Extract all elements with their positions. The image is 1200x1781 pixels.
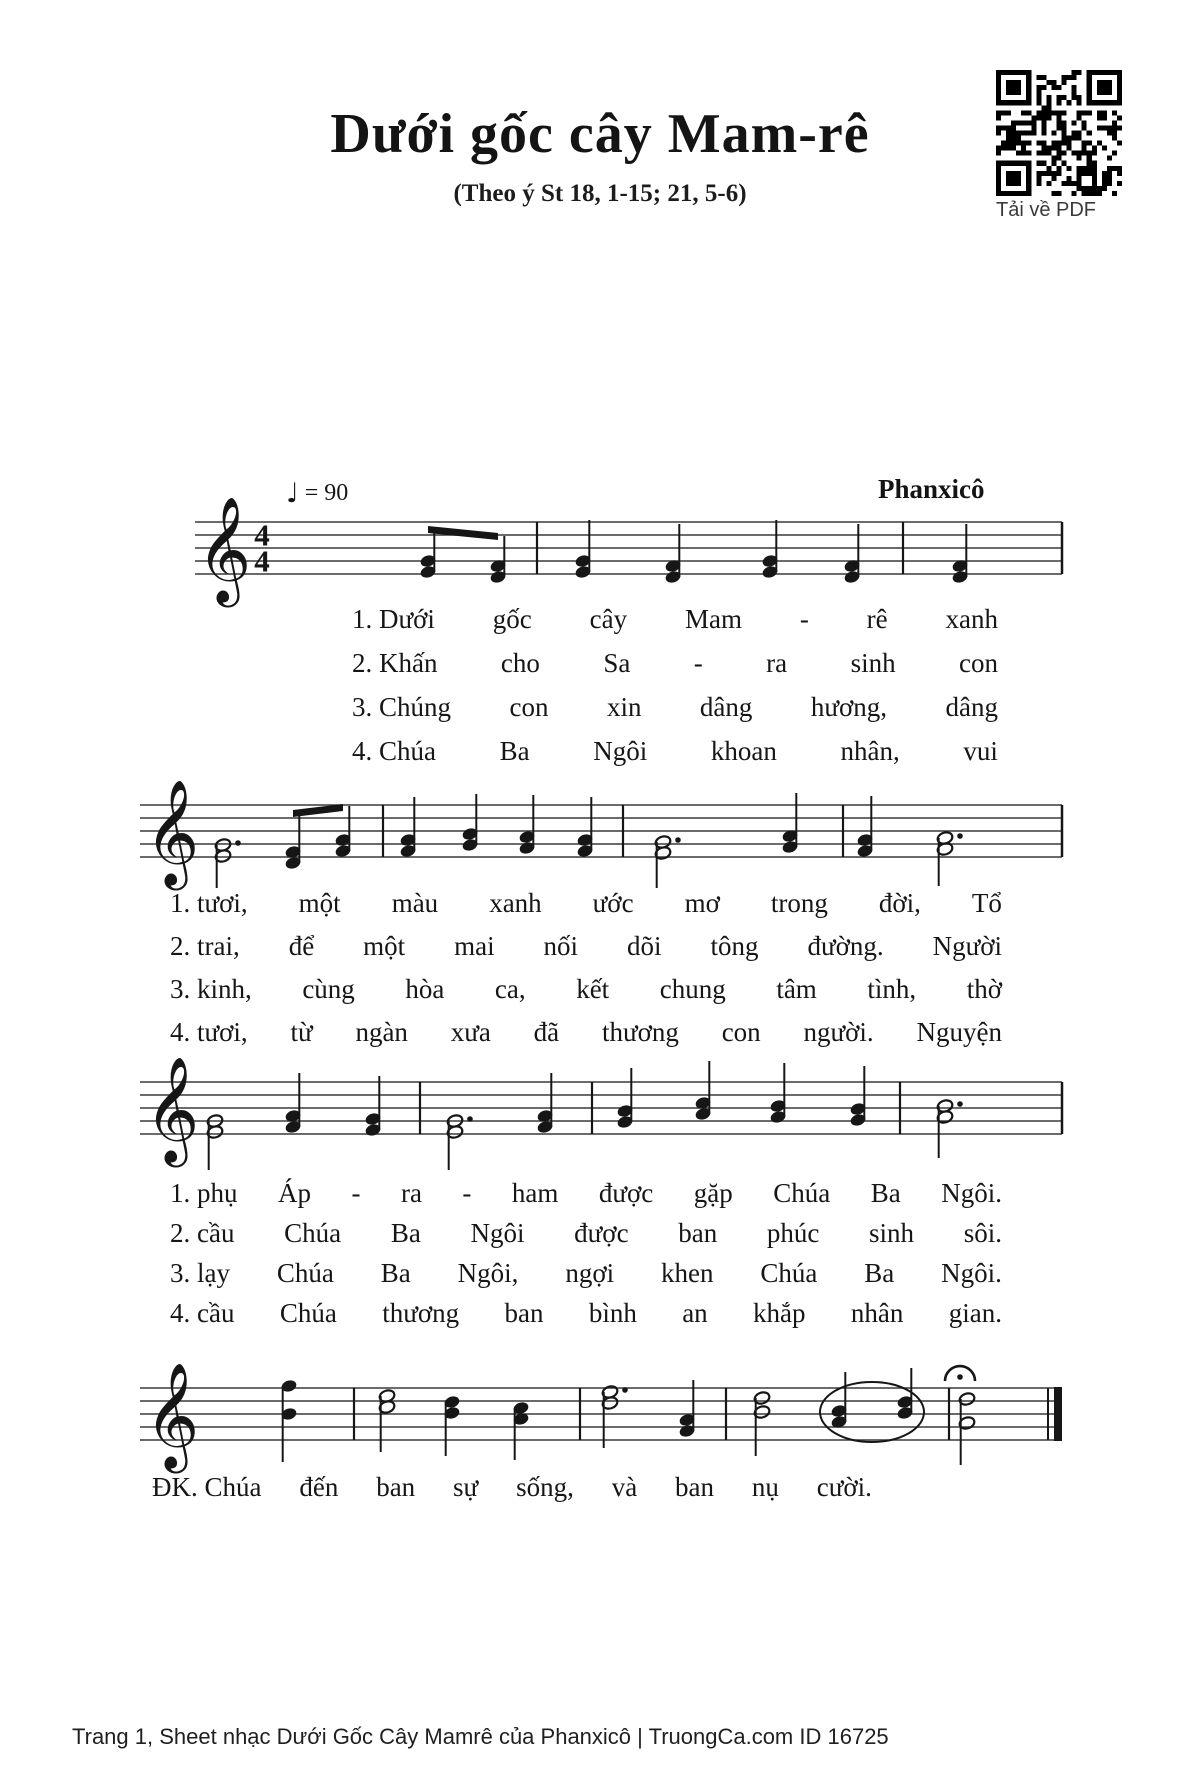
- lyric-syllable: Ba: [499, 736, 530, 766]
- note-chord: [206, 1114, 224, 1170]
- lyric-syllable: nhân,: [840, 736, 900, 766]
- note-chord: [512, 1401, 530, 1460]
- song-title: Dưới gốc cây Mam-rê: [330, 103, 870, 165]
- lyric-syllable: dâng: [699, 692, 753, 722]
- note-chord: [399, 797, 417, 858]
- lyric-syllable: chung: [659, 974, 726, 1004]
- note-chord: [284, 812, 302, 870]
- lyric-syllable: 1. phụ: [170, 1178, 238, 1208]
- lyric-syllable: Chúa: [276, 1258, 334, 1288]
- lyric-syllable: Ngôi: [593, 736, 648, 766]
- note-chord: [214, 838, 241, 888]
- note-chord: [958, 1392, 976, 1465]
- lyric-syllable: 4. tươi,: [170, 1017, 248, 1047]
- note-chord: [364, 1076, 382, 1137]
- note-chord: [896, 1368, 914, 1420]
- lyric-syllable: 3. lạy: [170, 1258, 230, 1288]
- lyric-syllable: rê: [866, 604, 888, 634]
- lyric-syllable: gian.: [948, 1298, 1002, 1328]
- lyric-syllable: cây: [589, 604, 628, 634]
- note-chord: [843, 524, 861, 584]
- lyric-syllable: xanh: [945, 604, 998, 634]
- lyric-syllable: nối: [543, 931, 579, 961]
- lyric-line: [170, 1218, 1002, 1258]
- note-chord: [518, 795, 536, 855]
- lyric-syllable: Ba: [380, 1258, 411, 1288]
- lyrics-verse-block-1: [352, 604, 998, 780]
- lyric-syllable: Chúa: [279, 1298, 337, 1328]
- note-chord: [461, 794, 479, 852]
- lyric-syllable: ngợi: [565, 1258, 615, 1288]
- lyric-syllable: đời,: [878, 888, 921, 918]
- lyric-syllable: cho: [500, 648, 540, 678]
- lyric-syllable: Mam: [684, 604, 742, 634]
- augmentation-dot: [957, 1101, 963, 1107]
- treble-clef-icon: 𝄞: [144, 1055, 200, 1163]
- augmentation-dot: [957, 833, 963, 839]
- lyric-syllable: phúc: [766, 1218, 820, 1248]
- augmentation-dot: [622, 1387, 628, 1393]
- note-chord: [419, 529, 437, 579]
- lyric-syllable: một: [298, 888, 341, 918]
- lyric-syllable: Ngôi: [470, 1218, 525, 1248]
- note-chord: [936, 831, 963, 886]
- lyric-line: [152, 1472, 872, 1512]
- lyric-syllable: dâng: [945, 692, 998, 722]
- lyric-syllable: con: [721, 1017, 761, 1047]
- lyrics-chorus: [152, 1472, 872, 1512]
- lyric-syllable: con: [509, 692, 549, 722]
- lyrics-verse-block-2: [170, 888, 1002, 1060]
- note-chord: [654, 835, 681, 888]
- lyric-syllable: ban: [504, 1298, 544, 1328]
- lyric-syllable: 4. cầu: [170, 1298, 235, 1328]
- lyric-syllable: ĐK. Chúa: [152, 1472, 262, 1502]
- lyric-syllable: Chúa: [284, 1218, 342, 1248]
- lyric-syllable: tình,: [867, 974, 917, 1004]
- lyric-syllable: Sa: [603, 648, 631, 678]
- lyric-syllable: để: [288, 931, 315, 961]
- note-chord: [769, 1063, 787, 1124]
- lyric-line: [170, 1258, 1002, 1298]
- lyric-syllable: từ: [290, 1017, 313, 1047]
- lyric-syllable: -: [462, 1178, 472, 1208]
- lyric-syllable: nụ: [751, 1472, 779, 1502]
- lyric-syllable: mơ: [684, 888, 720, 918]
- lyric-syllable: thờ: [966, 974, 1002, 1004]
- lyric-syllable: khoan: [710, 736, 777, 766]
- lyric-syllable: mai: [454, 931, 495, 961]
- lyric-syllable: ra: [766, 648, 788, 678]
- lyric-syllable: Nguyện: [916, 1017, 1002, 1047]
- lyric-syllable: Ba: [870, 1178, 901, 1208]
- lyric-syllable: khen: [660, 1258, 714, 1288]
- note-chord: [489, 536, 507, 584]
- note-chord: [280, 1379, 298, 1462]
- lyric-syllable: cùng: [302, 974, 355, 1004]
- lyric-syllable: ban: [678, 1218, 718, 1248]
- augmentation-dot: [467, 1116, 473, 1122]
- lyric-syllable: ca,: [494, 974, 526, 1004]
- lyric-syllable: sự: [453, 1472, 479, 1502]
- staff-system-2: [140, 779, 1062, 891]
- lyric-line: [352, 604, 998, 648]
- lyric-syllable: 1. tươi,: [170, 888, 248, 918]
- lyric-syllable: an: [682, 1298, 708, 1328]
- augmentation-dot: [675, 837, 681, 843]
- lyric-syllable: đến: [299, 1472, 339, 1502]
- lyric-syllable: ban: [376, 1472, 416, 1502]
- final-barline: [1054, 1387, 1062, 1441]
- beam: [428, 526, 498, 540]
- staff-system-3: [140, 1056, 1062, 1171]
- note-chord: [678, 1380, 696, 1438]
- lyric-syllable: và: [611, 1472, 638, 1502]
- lyric-syllable: ham: [511, 1178, 559, 1208]
- lyric-syllable: thương: [601, 1017, 679, 1047]
- lyric-syllable: xưa: [450, 1017, 491, 1047]
- lyric-syllable: nhân: [850, 1298, 904, 1328]
- lyric-syllable: xanh: [489, 888, 542, 918]
- lyric-syllable: dõi: [627, 931, 662, 961]
- lyric-syllable: thương: [382, 1298, 460, 1328]
- lyric-syllable: -: [799, 604, 809, 634]
- note-chord: [334, 806, 352, 858]
- lyric-syllable: cười.: [816, 1472, 872, 1502]
- lyric-syllable: được: [574, 1218, 629, 1248]
- note-chord: [694, 1061, 712, 1121]
- lyric-syllable: Người: [932, 931, 1002, 961]
- note-chord: [443, 1395, 461, 1456]
- lyric-syllable: gặp: [693, 1178, 733, 1208]
- lyric-line: [352, 692, 998, 736]
- lyric-syllable: Chúa: [760, 1258, 818, 1288]
- lyric-syllable: 2. trai,: [170, 931, 240, 961]
- note-chord: [576, 797, 594, 858]
- lyric-syllable: được: [598, 1178, 654, 1208]
- treble-clef-icon: 𝄞: [144, 778, 200, 886]
- lyric-syllable: 3. kinh,: [170, 974, 252, 1004]
- lyric-syllable: Ba: [390, 1218, 421, 1248]
- note-chord: [849, 1066, 867, 1127]
- note-chord: [781, 793, 799, 854]
- time-signature: 4: [254, 517, 270, 553]
- treble-clef-icon: 𝄞: [144, 1361, 200, 1469]
- lyric-syllable: ra: [400, 1178, 422, 1208]
- time-signature: 4: [254, 543, 270, 579]
- augmentation-dot: [235, 840, 241, 846]
- lyric-syllable: Ngôi.: [941, 1178, 1002, 1208]
- lyrics-verse-block-3: [170, 1178, 1002, 1338]
- lyric-syllable: 3. Chúng: [352, 692, 452, 722]
- note-chord: [378, 1389, 396, 1452]
- lyric-syllable: kết: [576, 974, 610, 1004]
- note-chord: [664, 524, 682, 584]
- lyric-syllable: gốc: [492, 604, 532, 634]
- lyric-syllable: con: [959, 648, 998, 678]
- lyric-syllable: 4. Chúa: [352, 736, 436, 766]
- lyric-syllable: xin: [606, 692, 642, 722]
- lyric-syllable: vui: [963, 736, 998, 766]
- lyric-syllable: sinh: [850, 648, 896, 678]
- lyric-syllable: hòa: [405, 974, 445, 1004]
- tempo-value: = 90: [304, 480, 349, 506]
- composer-credit: Phanxicô: [878, 474, 985, 504]
- lyric-syllable: một: [363, 931, 406, 961]
- lyric-syllable: người.: [803, 1017, 874, 1047]
- lyric-syllable: sôi.: [963, 1218, 1002, 1248]
- lyric-syllable: Áp: [277, 1178, 311, 1208]
- lyric-line: [352, 736, 998, 780]
- lyric-syllable: đã: [533, 1017, 560, 1047]
- note-chord: [446, 1114, 473, 1170]
- lyric-syllable: Ba: [864, 1258, 895, 1288]
- lyric-syllable: -: [693, 648, 703, 678]
- lyric-syllable: ngàn: [355, 1017, 408, 1047]
- note-chord: [951, 524, 969, 584]
- lyric-line: [170, 974, 1002, 1017]
- lyric-syllable: màu: [391, 888, 439, 918]
- lyric-line: [170, 931, 1002, 974]
- lyric-syllable: trong: [770, 888, 828, 918]
- lyric-line: [170, 1298, 1002, 1338]
- lyric-syllable: ban: [675, 1472, 715, 1502]
- lyric-syllable: Ngôi.: [941, 1258, 1002, 1288]
- note-chord: [616, 1068, 634, 1129]
- lyric-line: [352, 648, 998, 692]
- lyric-line: [170, 1178, 1002, 1218]
- note-chord: [761, 520, 779, 579]
- lyric-syllable: tông: [710, 931, 759, 961]
- note-chord: [601, 1385, 628, 1448]
- lyric-syllable: sống,: [516, 1472, 574, 1502]
- lyric-syllable: khắp: [753, 1298, 806, 1328]
- qr-download-link-label[interactable]: Tải về PDF: [996, 199, 1097, 221]
- lyric-syllable: hương,: [810, 692, 888, 722]
- note-chord: [574, 520, 592, 579]
- lyric-syllable: bình: [588, 1298, 637, 1328]
- lyric-syllable: Chúa: [773, 1178, 831, 1208]
- fermata-dot: [957, 1374, 963, 1380]
- song-subtitle: (Theo ý St 18, 1-15; 21, 5-6): [453, 179, 747, 207]
- lyric-syllable: -: [351, 1178, 361, 1208]
- staff-system-4: [140, 1362, 1062, 1474]
- treble-clef-icon: 𝄞: [196, 495, 252, 603]
- staff-system-1: [195, 496, 1062, 608]
- lyric-syllable: 2. cầu: [170, 1218, 235, 1248]
- quarter-note-icon: ♩: [286, 478, 299, 509]
- lyric-line: [170, 1017, 1002, 1060]
- lyric-syllable: Tổ: [971, 888, 1002, 918]
- lyric-syllable: sinh: [869, 1218, 915, 1248]
- beam: [293, 804, 343, 817]
- lyric-line: [170, 888, 1002, 931]
- lyric-syllable: ước: [592, 888, 634, 918]
- lyric-syllable: 1. Dưới: [352, 604, 435, 634]
- lyric-syllable: tâm: [776, 974, 817, 1004]
- page-footer: Trang 1, Sheet nhạc Dưới Gốc Cây Mamrê của Phanxicô | TruongCa.com ID 16725: [72, 1724, 889, 1749]
- lyric-syllable: 2. Khấn: [352, 648, 438, 678]
- lyric-syllable: đường.: [807, 931, 884, 961]
- lyric-syllable: Ngôi,: [457, 1258, 519, 1288]
